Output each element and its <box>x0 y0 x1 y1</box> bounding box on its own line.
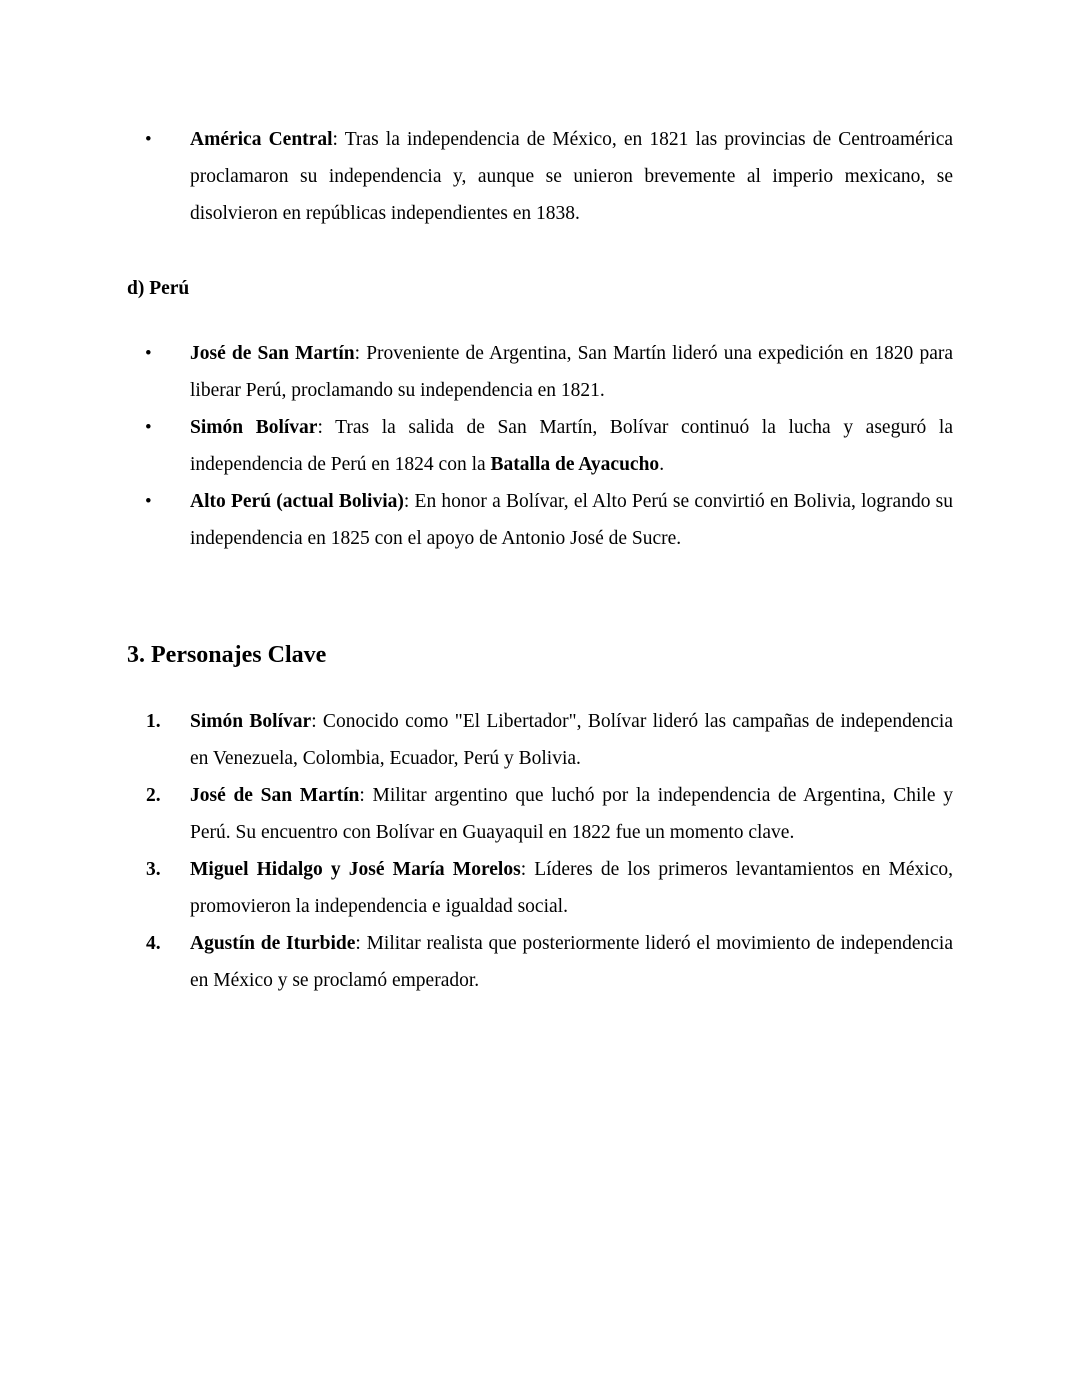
list-item <box>0 121 1080 232</box>
peru-list <box>0 335 1080 557</box>
item-text: : Militar realista que posteriormente lideró el movimiento de independencia en México y se proclamó emperador. <box>190 933 954 991</box>
item-text: : Tras la salida de San Martín, Bolívar continuó la lucha y aseguró la independencia de Perú en 1824 con la <box>190 417 953 475</box>
list-item <box>0 777 1080 851</box>
list-item <box>0 483 1080 557</box>
item-text: : En honor a Bolívar, el Alto Perú se convirtió en Bolivia, logrando su independencia en 1825 con el apoyo de Antonio José de Sucre. <box>190 491 954 549</box>
section-title: 3. Personajes Clave <box>127 642 327 668</box>
item-term: Simón Bolívar <box>190 417 318 438</box>
number-marker: 4. <box>146 933 161 954</box>
central-america-list <box>0 121 1080 232</box>
list-item <box>0 335 1080 409</box>
subheading-peru: d) Perú <box>127 278 190 299</box>
list-item <box>0 925 1080 999</box>
item-term: Agustín de Iturbide <box>190 933 356 954</box>
battle-name: Batalla de Ayacucho <box>490 454 660 475</box>
item-term: Simón Bolívar <box>190 711 312 732</box>
number-marker: 1. <box>146 711 161 732</box>
item-term: José de San Martín <box>190 343 355 364</box>
item-text-end: . <box>659 454 665 475</box>
bullet-marker: • <box>145 343 152 364</box>
item-term: Miguel Hidalgo y José María Morelos <box>190 859 521 880</box>
number-marker: 2. <box>146 785 161 806</box>
item-term: América Central <box>190 129 333 150</box>
list-item <box>0 851 1080 925</box>
bullet-marker: • <box>145 417 152 438</box>
item-text: : Tras la independencia de México, en 1821 las provincias de Centroamérica proclamaron su independencia y, aunque se unieron brevemente al imperio mexicano, se disolvieron en repúblicas independientes en 1838. <box>190 129 954 224</box>
list-item <box>0 409 1080 483</box>
list-item <box>0 703 1080 777</box>
key-figures-list <box>0 703 1080 999</box>
item-term: Alto Perú (actual Bolivia) <box>190 491 404 512</box>
number-marker: 3. <box>146 859 161 880</box>
item-text: : Proveniente de Argentina, San Martín lideró una expedición en 1820 para liberar Perú, proclamando su independencia en 1821. <box>190 343 953 401</box>
item-text: : Militar argentino que luchó por la independencia de Argentina, Chile y Perú. Su encuentro con Bolívar en Guayaquil en 1822 fue un momento clave. <box>190 785 953 843</box>
bullet-marker: • <box>145 129 152 150</box>
item-text: : Líderes de los primeros levantamientos en México, promovieron la independencia e igualdad social. <box>190 859 953 917</box>
item-term: José de San Martín <box>190 785 360 806</box>
bullet-marker: • <box>145 491 152 512</box>
item-text: : Conocido como "El Libertador", Bolívar lideró las campañas de independencia en Venezuela, Colombia, Ecuador, Perú y Bolivia. <box>190 711 953 769</box>
